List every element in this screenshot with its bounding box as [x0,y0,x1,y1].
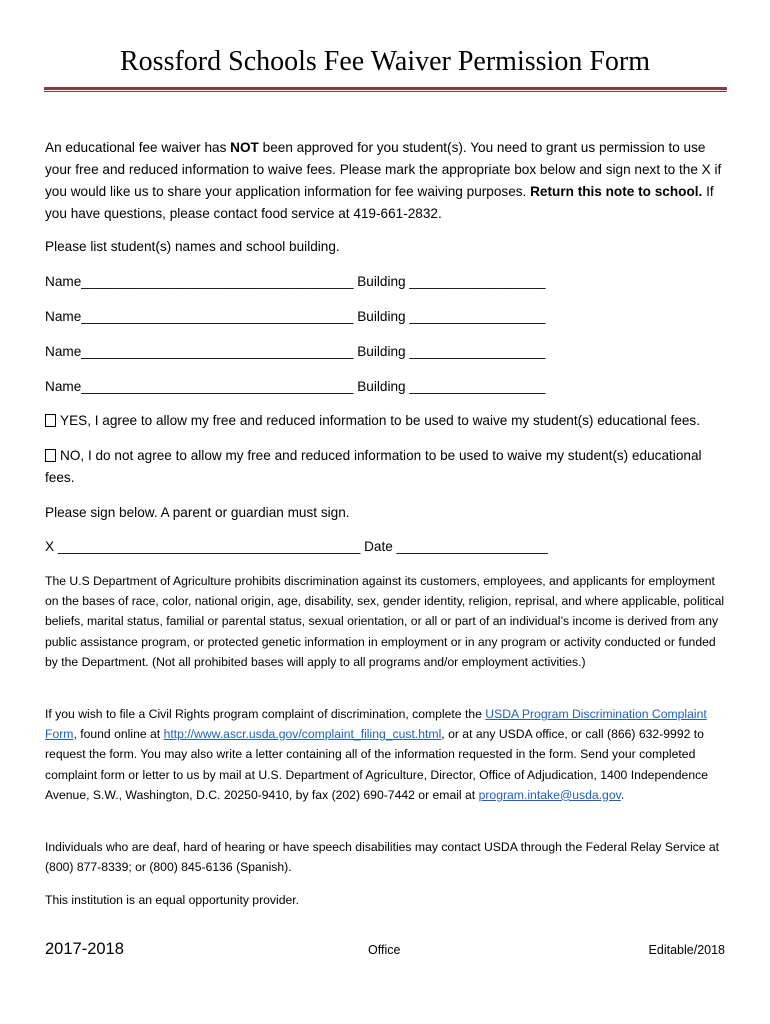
option-no-row[interactable] [45,445,730,489]
name-label: Name [45,344,82,359]
date-label: Date [364,539,393,554]
name-field[interactable]: ____________________________________ [81,274,354,289]
option-yes-label: YES, I agree to allow my free and reduced information to be used to waive my student(s) educational fees. [60,413,701,428]
no-checkbox[interactable] [45,449,56,462]
complaint-text-1: If you wish to file a Civil Rights program complaint of discrimination, complete the [45,707,486,721]
building-field[interactable]: __________________ [409,274,546,289]
name-label: Name [45,379,82,394]
option-yes-row[interactable] [45,410,730,432]
building-label: Building [357,309,406,324]
building-field[interactable]: __________________ [409,344,546,359]
intro-text-3: If you have questions, please contact food service at 419-661-2832. [45,184,714,221]
footer-editable: Editable/2018 [648,943,725,957]
footer-year: 2017-2018 [45,940,124,958]
yes-checkbox[interactable] [45,414,56,427]
usda-nondiscrimination-statement: The U.S Department of Agriculture prohibits discrimination against its customers, employees, and applicants for employment on the bases of race, color, national origin, age, disability, sex, gender identity, religion, reprisal, and where applicable, political beliefs, marital status, familial or parental status, sexual orientation, or all or part of an individual’s income is derived from any public assistance program, or protected genetic information in employment or in any program or activity conducted or funded by the Department. (Not all prohibited bases will apply to all programs and/or employment activities.) [45,574,725,669]
building-label: Building [357,379,406,394]
student-line-4[interactable] [45,376,545,398]
name-field[interactable]: ____________________________________ [81,309,354,324]
building-field[interactable]: __________________ [409,309,546,324]
date-field[interactable]: ____________________ [396,539,548,554]
name-field[interactable]: ____________________________________ [81,344,354,359]
intro-text-1: An educational fee waiver has [45,140,231,155]
signature-field[interactable]: ________________________________________ [57,539,361,554]
name-label: Name [45,274,82,289]
complaint-text-3: , or at any USDA office, or call (866) 632-9992 to request the form. You may also write a letter containing all of the information requested in the form. Send your completed complaint form or letter to us by mail at U.S. Department of Agriculture, Director, Office of Adjudication, 1400 Independence Avenue, S.W., Washington, D.C. 20250-9410, by fax (202) 690-7442 or email at [45,727,708,802]
building-field[interactable]: __________________ [409,379,546,394]
list-prompt: Please list student(s) names and school building. [45,239,340,254]
option-no-label: NO, I do not agree to allow my free and reduced information to be used to waive my student(s) educational fees. [45,448,702,485]
title-rule-thick [44,87,727,90]
signature-line[interactable] [45,536,548,558]
title-rule-thin [44,91,727,92]
complaint-email-link[interactable]: program.intake@usda.gov [478,787,621,802]
building-label: Building [357,344,406,359]
name-field[interactable]: ____________________________________ [81,379,354,394]
building-label: Building [357,274,406,289]
signature-x-label: X [45,539,55,554]
student-line-2[interactable] [45,306,545,328]
student-line-3[interactable] [45,341,545,363]
student-line-1[interactable] [45,271,545,293]
complaint-paragraph [45,704,730,805]
intro-text-2: been approved for you student(s). You need to grant us permission to use your free and reduced information to waive fees. Please mark the appropriate box below and sign next to the X if you would like us to share your application information for fee waiving purposes. [45,140,722,199]
complaint-text-2: , found online at [73,727,164,742]
intro-paragraph [45,137,730,225]
footer-office: Office [368,943,401,957]
complaint-form-link[interactable]: USDA Program Discrimination Complaint Form [45,707,707,742]
relay-service-paragraph: Individuals who are deaf, hard of hearing or have speech disabilities may contact USDA through the Federal Relay Service at (800) 877-8339; or (800) 845-6136 (Spanish). [45,840,720,875]
page-title: Rossford Schools Fee Waiver Permission Form [120,46,650,77]
equal-opportunity-statement: This institution is an equal opportunity provider. [45,893,300,907]
complaint-url-link[interactable]: http://www.ascr.usda.gov/complaint_filing_cust.html [163,727,442,742]
intro-bold-not: NOT [230,140,259,155]
complaint-text-4: . [620,787,625,802]
name-label: Name [45,309,82,324]
sign-prompt: Please sign below. A parent or guardian must sign. [45,505,350,520]
intro-bold-return: Return this note to school. [530,184,703,199]
